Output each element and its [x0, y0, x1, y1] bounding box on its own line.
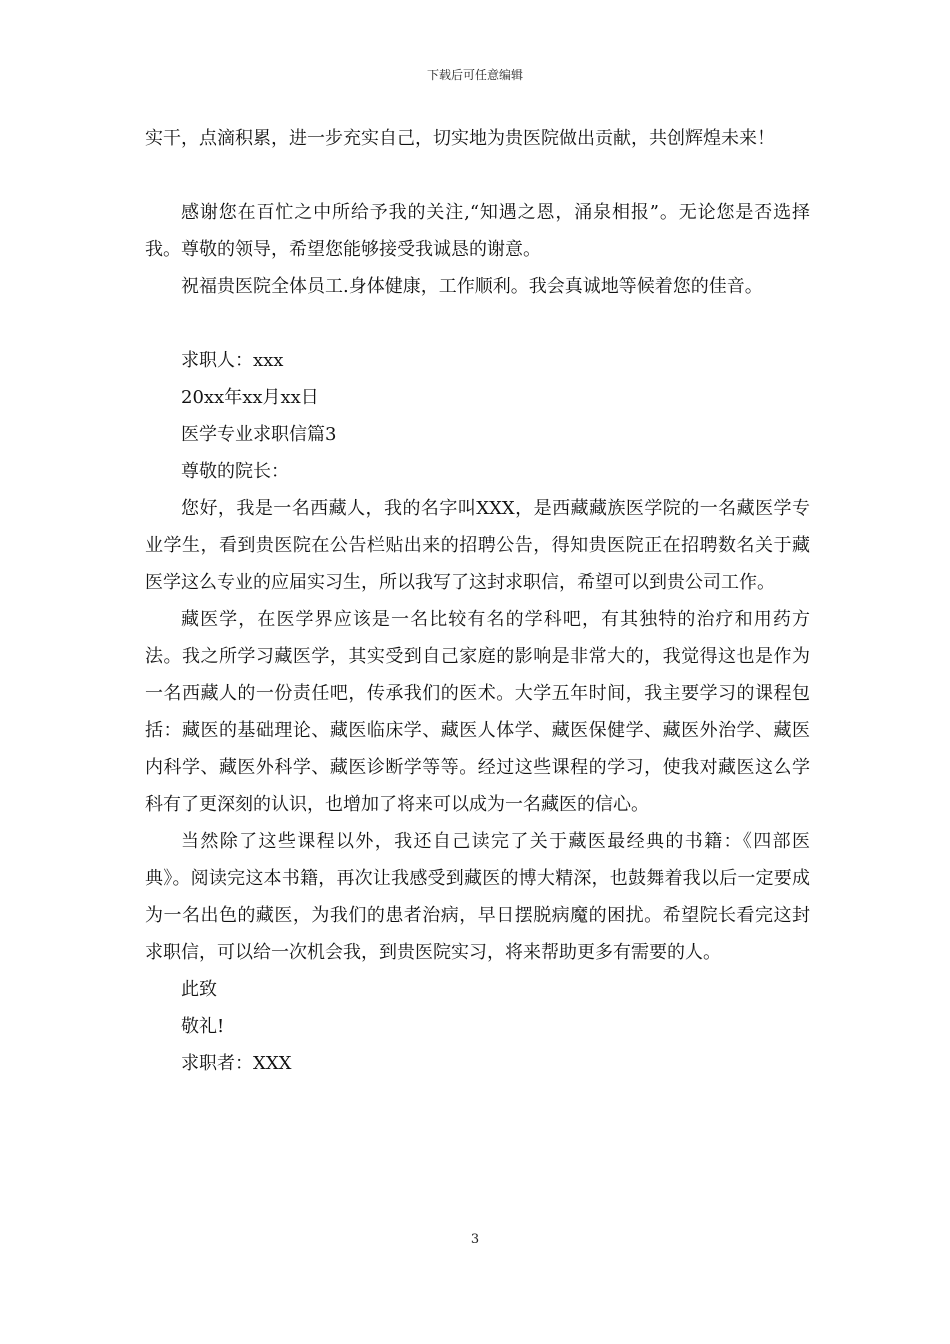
section-title: 医学专业求职信篇3: [181, 424, 337, 445]
signature-line: 求职者：XXX: [181, 1053, 292, 1074]
spacer: [145, 305, 810, 342]
closing-line-2: 敬礼!: [181, 1016, 225, 1037]
page-header: 下载后可任意编辑: [426, 68, 523, 82]
salutation: 尊敬的院长：: [181, 461, 289, 482]
paragraph-reading: 当然除了这些课程以外，我还自己读完了关于藏医最经典的书籍：《四部医典》。阅读完这本书籍，再次让我感受到藏医的博大精深，也鼓舞着我以后一定要成为一名出色的藏医，为我们的患者治病，早日摆脱病魔的困扰。希望院长看完这封求职信，可以给一次机会我，到贵医院实习，将来帮助更多有需要的人。: [145, 831, 810, 963]
paragraph-continuation: 实干，点滴积累，进一步充实自己，切实地为贵医院做出贡献，共创辉煌未来！: [145, 128, 775, 149]
spacer: [145, 157, 810, 194]
paragraph-intro: 您好，我是一名西藏人，我的名字叫XXX，是西藏藏族医学院的一名藏医学专业学生，看到贵医院在公告栏贴出来的招聘公告，得知贵医院正在招聘数名关于藏医学这么专业的应届实习生，所以我写了这封求职信，希望可以到贵公司工作。: [145, 498, 810, 593]
paragraph-wishes: 祝福贵医院全体员工.身体健康，工作顺利。我会真诚地等候着您的佳音。: [181, 276, 763, 297]
applicant-line: 求职人：xxx: [181, 350, 284, 371]
document-body: [145, 120, 810, 1082]
paragraph-thanks: 感谢您在百忙之中所给予我的关注,“知遇之恩，涌泉相报”。无论您是否选择我。尊敬的领导，希望您能够接受我诚恳的谢意。: [145, 202, 810, 260]
date-line: 20xx年xx月xx日: [181, 387, 319, 408]
paragraph-studies: 藏医学，在医学界应该是一名比较有名的学科吧，有其独特的治疗和用药方法。我之所学习藏医学，其实受到自己家庭的影响是非常大的，我觉得这也是作为一名西藏人的一份责任吧，传承我们的医术。大学五年时间，我主要学习的课程包括：藏医的基础理论、藏医临床学、藏医人体学、藏医保健学、藏医外治学、藏医内科学、藏医外科学、藏医诊断学等等。经过这些课程的学习，使我对藏医这么学科有了更深刻的认识，也增加了将来可以成为一名藏医的信心。: [145, 609, 810, 815]
closing-line-1: 此致: [181, 979, 217, 1000]
page-number: 3: [470, 1232, 480, 1247]
